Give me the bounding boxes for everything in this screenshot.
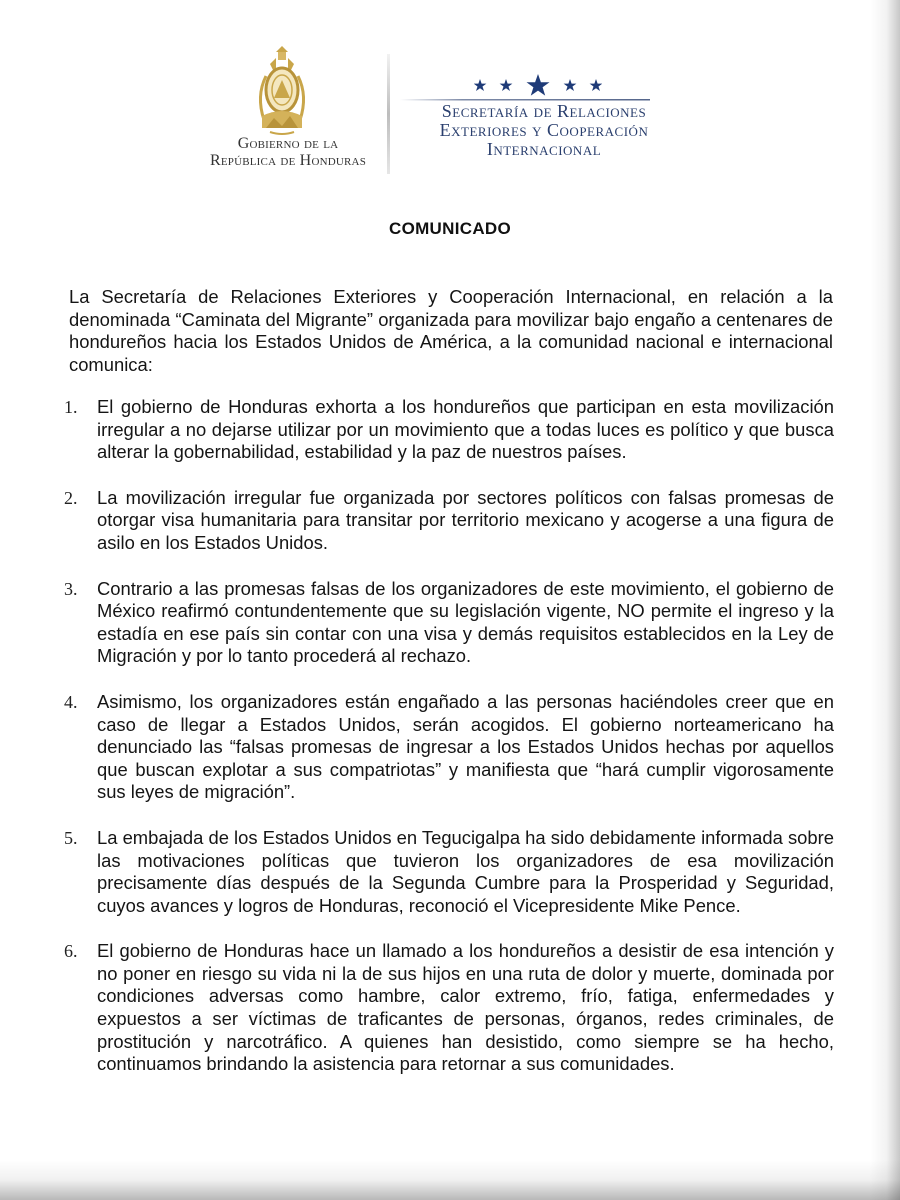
list-item-text: El gobierno de Honduras exhorta a los hondureños que participan en esta movilización irregular a no dejarse utilizar por un movimiento que a todas luces es político y que busca alterar la gobernabilidad, estabilidad y la paz de nuestros países.	[97, 396, 834, 463]
list-item	[64, 827, 834, 917]
letterhead	[0, 40, 900, 180]
list-item	[64, 940, 834, 1076]
list-item-number: 3.	[64, 578, 78, 599]
list-item	[64, 487, 834, 555]
ministry-name-line1: Secretaría de Relaciones	[441, 101, 647, 121]
list-item	[64, 396, 834, 464]
header-divider	[387, 54, 390, 174]
list-item-text: El gobierno de Honduras hace un llamado a los hondureños a desistir de esa intención y no poner en riesgo su vida ni la de sus hijos en una ruta de dolor y muerte, dominada por condiciones adversas como hambre, calor extremo, frío, fatiga, enfermedades y expuestos a ser víctimas de traficantes de personas, órganos, redes criminales, de prostitución y narcotráfico. A quienes han desistido, como siempre se ha hecho, continuamos brindando la asistencia para retornar a sus comunidades.	[97, 940, 834, 1075]
list-item-text: Contrario a las promesas falsas de los organizadores de este movimiento, el gobierno de México reafirmó contundentemente que su legislación vigente, NO permite el ingreso y la estadía en ese país sin contar con una visa y demás requisitos establecidos en la Ley de Migración y por lo tanto procederá al rechazo.	[97, 577, 834, 667]
list-item	[64, 578, 834, 668]
five-stars-icon	[474, 73, 602, 97]
ministry-name-line3: Internacional	[486, 139, 602, 159]
coat-of-arms-icon	[252, 46, 312, 136]
document-title: COMUNICADO	[389, 219, 511, 238]
page-curl-shadow-right	[870, 0, 900, 1200]
government-name-line1: Gobierno de la	[237, 135, 339, 152]
government-name	[188, 135, 388, 169]
list-item-number: 2.	[64, 487, 78, 508]
list-item-number: 6.	[64, 941, 78, 962]
government-name-line2: República de Honduras	[209, 152, 367, 169]
page-curl-shadow-bottom	[0, 1160, 900, 1200]
list-item-text: La embajada de los Estados Unidos en Tegucigalpa ha sido debidamente informada sobre las motivaciones políticas que tuvieron los organizadores de esa movilización precisamente días después de la Segunda Cumbre para la Prosperidad y Seguridad, cuyos avances y logros de Honduras, reconoció el Vicepresidente Mike Pence.	[97, 826, 834, 916]
list-item-text: Asimismo, los organizadores están engañado a las personas haciéndoles creer que en caso de llegar a Estados Unidos, serán acogidos. El gobierno norteamericano ha denunciado las “falsas promesas de ingresar a los Estados Unidos hechas por aquellos que buscan explotar a sus compatriotas” y manifiesta que “hará cumplir vigorosamente sus leyes de migración”.	[97, 690, 834, 803]
ministry-name-line2: Exteriores y Cooperación	[439, 120, 649, 140]
ministry-name	[414, 102, 674, 159]
list-item-text: La movilización irregular fue organizada por sectores políticos con falsas promesas de otorgar visa humanitaria para transitar por territorio mexicano y acogerse a una figura de asilo en los Estados Unidos.	[97, 486, 834, 553]
numbered-list	[64, 396, 834, 1099]
list-item-number: 1.	[64, 397, 78, 417]
list-item-number: 5.	[64, 827, 78, 848]
list-item-number: 4.	[64, 691, 78, 712]
intro-paragraph: La Secretaría de Relaciones Exteriores y Cooperación Internacional, en relación a la denominada “Caminata del Migrante” organizada para movilizar bajo engaño a centenares de hondureños hacia los Estados Unidos de América, a la comunidad nacional e internacional comunica:	[69, 286, 833, 375]
list-item	[64, 691, 834, 804]
